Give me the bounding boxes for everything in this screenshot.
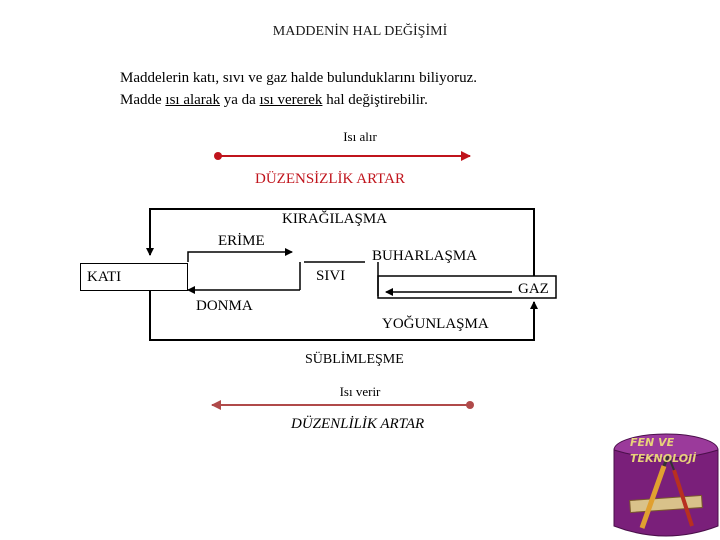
liquid-state-label: SIVI xyxy=(316,268,346,284)
solid-state-box xyxy=(80,263,188,291)
logo-text-line-2: TEKNOLOJİ xyxy=(630,452,697,465)
evaporation-label: BUHARLAŞMA xyxy=(372,248,478,264)
intro-heat-absorb-phrase: ısı alarak xyxy=(165,92,220,108)
order-increases-label: DÜZENLİLİK ARTAR xyxy=(291,416,425,432)
gas-state-label: GAZ xyxy=(518,281,549,297)
page-title: MADDENİN HAL DEĞİŞİMİ xyxy=(272,24,448,39)
intro-line-2-mid: ya da xyxy=(219,92,260,108)
solid-state-label: KATI xyxy=(87,269,122,285)
disorder-increases-label: DÜZENSİZLİK ARTAR xyxy=(255,171,405,187)
sublimation-label: SÜBLİMLEŞME xyxy=(305,352,404,367)
melting-label: ERİME xyxy=(218,233,265,249)
heat-absorb-label: Isı alır xyxy=(343,129,377,144)
heat-absorb-arrow xyxy=(214,152,470,160)
condensation-label: YOĞUNLAŞMA xyxy=(382,316,489,332)
deposition-label: KIRAĞILAŞMA xyxy=(282,211,387,227)
science-technology-logo xyxy=(612,430,720,540)
intro-line-1: Maddelerin katı, sıvı ve gaz halde bulunduklarını biliyoruz. xyxy=(120,70,477,86)
freezing-label: DONMA xyxy=(196,298,253,314)
heat-release-label: Isı verir xyxy=(339,384,381,399)
logo-text-line-1: FEN VE xyxy=(630,436,675,449)
intro-line-2-prefix: Madde xyxy=(120,92,166,108)
melting-arrow xyxy=(188,252,292,262)
intro-heat-release-phrase: ısı vererek xyxy=(259,92,323,108)
intro-line-2-suffix: hal değiştirebilir. xyxy=(322,92,428,108)
heat-release-arrow xyxy=(212,401,474,409)
